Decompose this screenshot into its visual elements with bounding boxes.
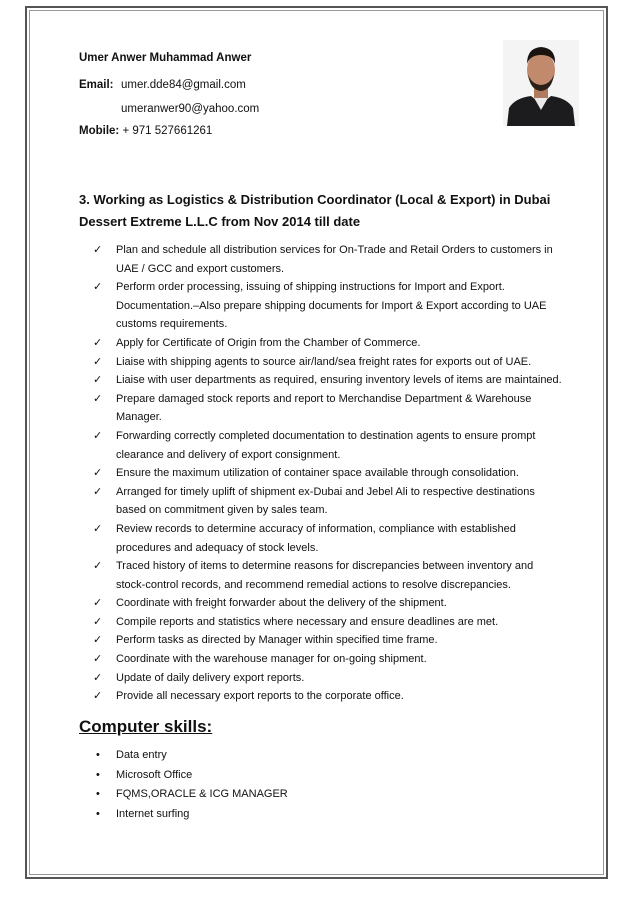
duty-text: Provide all necessary export reports to the corporate office. xyxy=(116,690,404,703)
checkmark-icon: ✓ xyxy=(93,485,103,498)
duty-text: Update of daily delivery export reports. xyxy=(116,671,305,684)
duty-text: Ensure the maximum utilization of container space available through consolidation. xyxy=(116,467,519,480)
skill-text: Internet surfing xyxy=(116,807,190,820)
checkmark-icon: ✓ xyxy=(93,467,103,480)
duty-item xyxy=(93,278,563,334)
duty-item xyxy=(93,464,563,483)
bullet-icon: • xyxy=(96,749,100,761)
mobile-number: + 971 527661261 xyxy=(119,125,213,137)
duty-item xyxy=(93,390,563,427)
duty-item xyxy=(93,594,563,613)
skill-text: Data entry xyxy=(116,749,167,761)
checkmark-icon: ✓ xyxy=(93,392,103,405)
checkmark-icon: ✓ xyxy=(93,244,103,256)
checkmark-icon: ✓ xyxy=(93,374,103,387)
duty-text: Coordinate with freight forwarder about the delivery of the shipment. xyxy=(116,597,447,610)
skill-item xyxy=(96,746,288,766)
profile-photo xyxy=(503,40,579,126)
duty-item xyxy=(93,669,563,688)
checkmark-icon: ✓ xyxy=(93,634,103,647)
duty-item xyxy=(93,520,563,557)
bullet-icon: • xyxy=(96,768,100,781)
duty-item xyxy=(93,613,563,632)
duty-text: Liaise with shipping agents to source air/land/sea freight rates for exports out of UAE. xyxy=(116,355,532,368)
duty-text: Review records to determine accuracy of information, compliance with established procedures and adequacy of stock levels. xyxy=(116,522,516,554)
duty-text: Forwarding correctly completed documentation to destination agents to ensure prompt clearance and delivery of export consignment. xyxy=(116,429,536,461)
checkmark-icon: ✓ xyxy=(93,522,103,535)
candidate-name: Umer Anwer Muhammad Anwer xyxy=(79,52,252,64)
experience-heading: 3. Working as Logistics & Distribution Coordinator (Local & Export) in Dubai Dessert Extreme L.L.C from Nov 2014 till date xyxy=(79,192,551,229)
duty-item xyxy=(93,371,563,390)
duty-item xyxy=(93,631,563,650)
skill-text: Microsoft Office xyxy=(116,768,193,781)
duties-list xyxy=(93,241,563,706)
checkmark-icon: ✓ xyxy=(93,355,103,368)
duty-text: Arranged for timely uplift of shipment ex-Dubai and Jebel Ali to respective destinations based on commitment given by sales team. xyxy=(116,485,535,517)
duty-item xyxy=(93,557,563,594)
email-primary: umer.dde84@gmail.com xyxy=(121,79,246,91)
email-secondary: umeranwer90@yahoo.com xyxy=(121,103,260,115)
checkmark-icon: ✓ xyxy=(93,653,103,666)
skill-item xyxy=(96,785,288,805)
duty-text: Liaise with user departments as required, ensuring inventory levels of items are maintained. xyxy=(116,374,562,387)
bullet-icon: • xyxy=(96,788,100,801)
checkmark-icon: ✓ xyxy=(93,597,103,610)
duty-item xyxy=(93,353,563,372)
bullet-icon: • xyxy=(96,807,100,820)
computer-skills-list xyxy=(96,746,288,824)
email-label: Email: xyxy=(79,79,114,91)
skill-item xyxy=(96,805,288,825)
duty-text: Perform order processing, issuing of shipping instructions for Import and Export. Documentation.–Also prepare shipping documents for Import & Export according to UAE customs requirements. xyxy=(116,281,547,331)
duty-item xyxy=(93,427,563,464)
duty-text: Apply for Certificate of Origin from the Chamber of Commerce. xyxy=(116,336,421,349)
duty-item xyxy=(93,334,563,353)
duty-item xyxy=(93,483,563,520)
mobile-label: Mobile: xyxy=(79,125,120,137)
duty-text: Plan and schedule all distribution services for On-Trade and Retail Orders to customers in UAE / GCC and export customers. xyxy=(116,244,553,275)
duty-item xyxy=(93,650,563,669)
checkmark-icon: ✓ xyxy=(93,615,103,628)
skill-text: FQMS,ORACLE & ICG MANAGER xyxy=(116,788,288,801)
duty-text: Perform tasks as directed by Manager within specified time frame. xyxy=(116,634,438,647)
checkmark-icon: ✓ xyxy=(93,429,103,442)
duty-text: Compile reports and statistics where necessary and ensure deadlines are met. xyxy=(116,615,499,628)
checkmark-icon: ✓ xyxy=(93,281,103,294)
duty-item xyxy=(93,241,563,278)
checkmark-icon: ✓ xyxy=(93,690,103,703)
duty-text: Coordinate with the warehouse manager for on-going shipment. xyxy=(116,653,427,666)
computer-skills-title: Computer skills: xyxy=(79,717,213,736)
checkmark-icon: ✓ xyxy=(93,560,103,573)
skill-item xyxy=(96,766,288,786)
checkmark-icon: ✓ xyxy=(93,336,103,349)
duty-text: Prepare damaged stock reports and report to Merchandise Department & Warehouse Manager. xyxy=(116,392,532,424)
mobile-line xyxy=(79,125,212,137)
duty-item xyxy=(93,687,563,706)
duty-text: Traced history of items to determine reasons for discrepancies between inventory and stock-control records, and recommend remedial actions to resolve discrepancies. xyxy=(116,560,534,591)
checkmark-icon: ✓ xyxy=(93,671,103,684)
